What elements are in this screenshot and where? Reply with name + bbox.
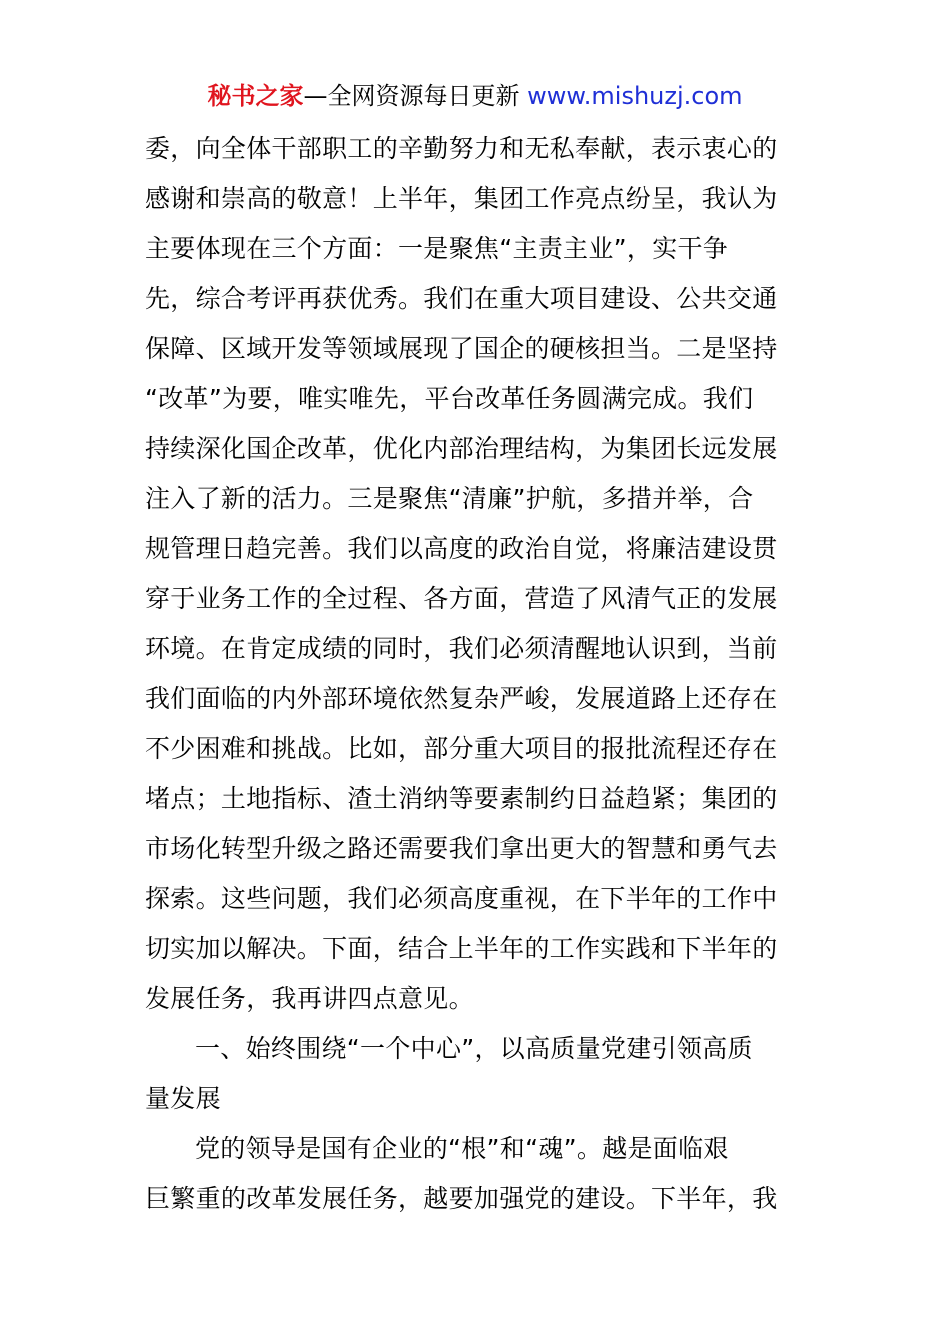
section-heading: 一、始终围绕“一个中心”，以高质量党建引领高质 xyxy=(195,1034,753,1063)
body-line: 感谢和崇高的敬意！上半年，集团工作亮点纷呈，我认为 xyxy=(145,184,778,213)
body-line: 持续深化国企改革，优化内部治理结构，为集团长远发展 xyxy=(145,434,778,463)
body-line: 堵点；土地指标、渣土消纳等要素制约日益趋紧；集团的 xyxy=(145,784,778,813)
body-line: 发展任务，我再讲四点意见。 xyxy=(145,984,474,1013)
site-tagline: —全网资源每日更新 xyxy=(303,82,528,110)
document-body xyxy=(145,124,810,1224)
body-line: 先，综合考评再获优秀。我们在重大项目建设、公共交通 xyxy=(145,284,778,313)
body-line: 穿于业务工作的全过程、各方面，营造了风清气正的发展 xyxy=(145,584,778,613)
section-heading-continued: 量发展 xyxy=(145,1084,221,1113)
body-line: 环境。在肯定成绩的同时，我们必须清醒地认识到，当前 xyxy=(145,634,778,663)
body-line: 保障、区域开发等领域展现了国企的硬核担当。二是坚持 xyxy=(145,334,778,363)
site-url: www.mishuzj.com xyxy=(527,82,743,110)
site-header xyxy=(0,80,950,112)
body-line: 我们面临的内外部环境依然复杂严峻，发展道路上还存在 xyxy=(145,684,778,713)
body-line: 市场化转型升级之路还需要我们拿出更大的智慧和勇气去 xyxy=(145,834,778,863)
paragraph-line: 巨繁重的改革发展任务，越要加强党的建设。下半年，我 xyxy=(145,1184,778,1213)
body-line: 主要体现在三个方面：一是聚焦“主责主业”，实干争 xyxy=(145,234,729,263)
body-line: 规管理日趋完善。我们以高度的政治自觉，将廉洁建设贯 xyxy=(145,534,778,563)
paragraph-line: 党的领导是国有企业的“根”和“魂”。越是面临艰 xyxy=(195,1134,729,1163)
body-line: 注入了新的活力。三是聚焦“清廉”护航，多措并举，合 xyxy=(145,484,754,513)
site-brand: 秘书之家 xyxy=(207,82,304,110)
body-line: 委，向全体干部职工的辛勤努力和无私奉献，表示衷心的 xyxy=(145,134,778,163)
body-line: 探索。这些问题，我们必须高度重视，在下半年的工作中 xyxy=(145,884,778,913)
body-line: “改革”为要，唯实唯先，平台改革任务圆满完成。我们 xyxy=(145,384,754,413)
body-line: 不少困难和挑战。比如，部分重大项目的报批流程还存在 xyxy=(145,734,778,763)
body-line: 切实加以解决。下面，结合上半年的工作实践和下半年的 xyxy=(145,934,778,963)
